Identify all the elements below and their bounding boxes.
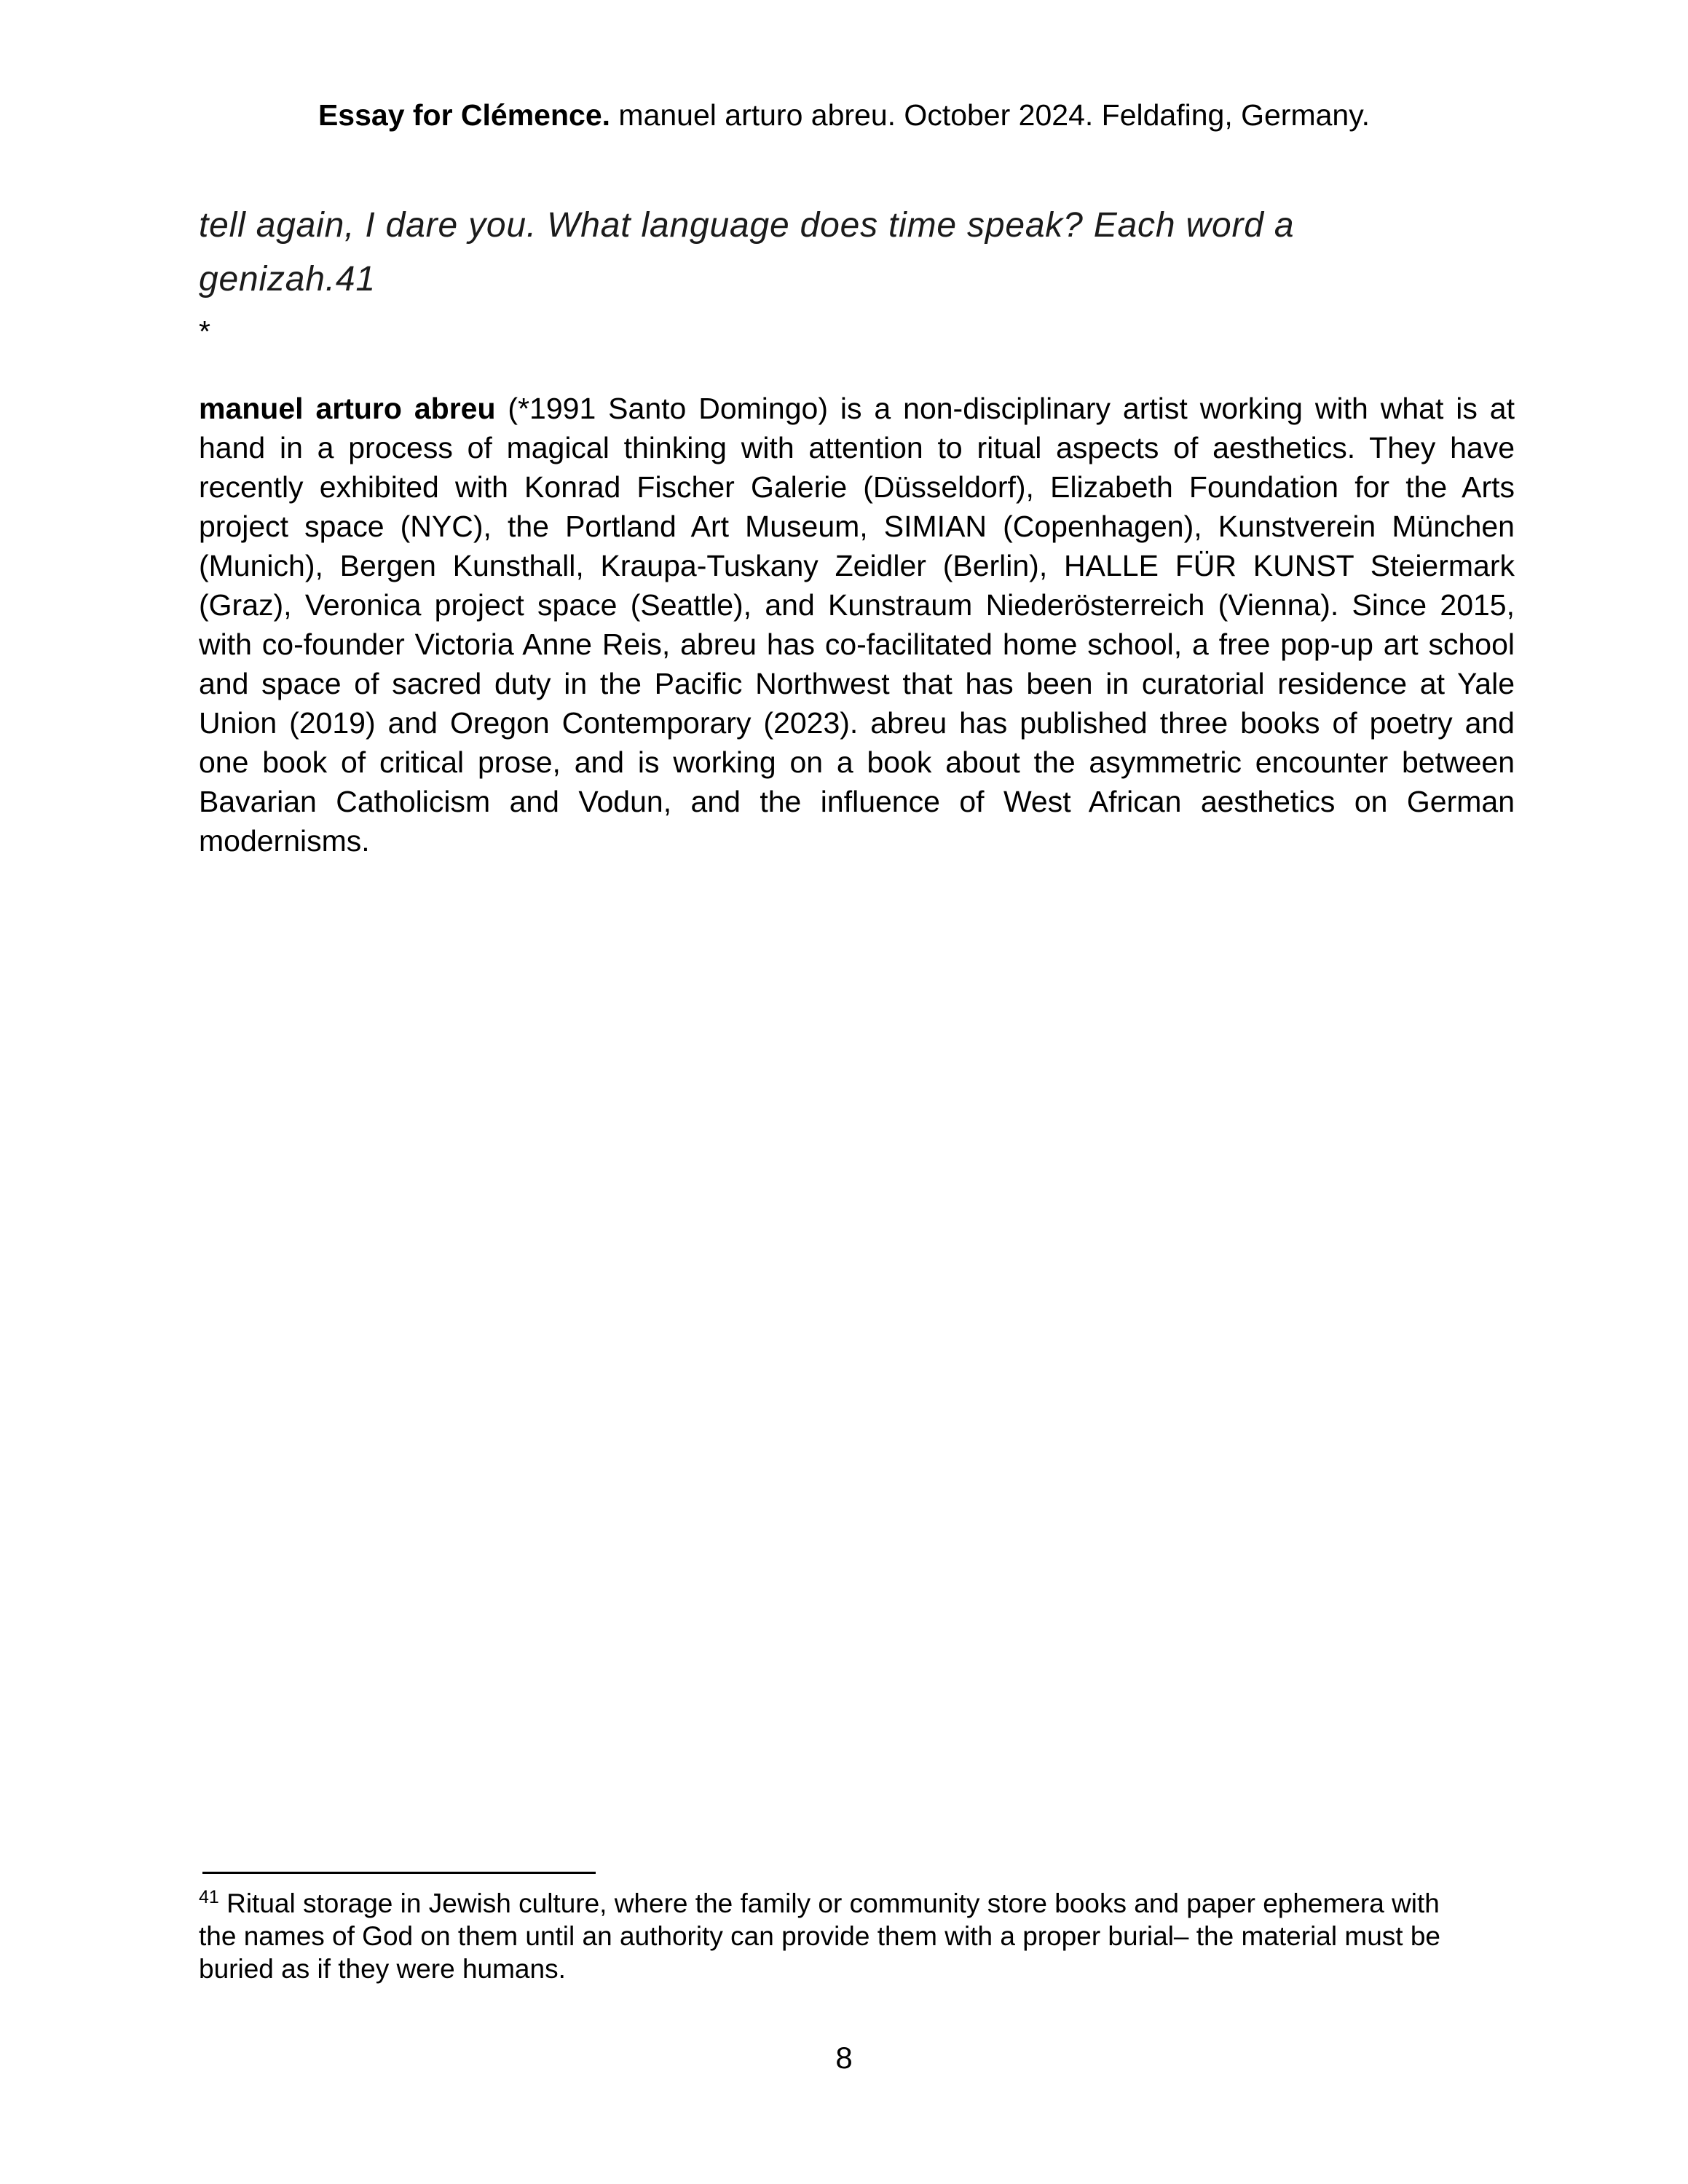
text-line: tell again, I dare you. What language does time speak? Each word a	[199, 206, 1295, 245]
text-line: (Graz), Veronica project space (Seattle), and Kunstraum Niederösterreich (Vienna). Since 2015,	[199, 588, 1515, 622]
text-line: Union (2019) and Oregon Contemporary (2023). abreu has published three books of poetry and	[199, 706, 1515, 740]
footnote	[199, 1887, 1517, 1985]
footnote-ref: 41	[199, 1887, 219, 1907]
bio-paragraph	[199, 389, 1515, 860]
text-line: recently exhibited with Konrad Fischer Galerie (Düsseldorf), Elizabeth Foundation for the Arts	[199, 470, 1515, 504]
page-header	[0, 95, 1688, 135]
text-line: one book of critical prose, and is working on a book about the asymmetric encounter between	[199, 745, 1515, 779]
text-line: manuel arturo abreu (*1991 Santo Domingo) is a non-disciplinary artist working with what is at	[199, 392, 1515, 425]
text-line: (Munich), Bergen Kunsthall, Kraupa-Tuskany Zeidler (Berlin), HALLE FÜR KUNST Steiermark	[199, 549, 1515, 582]
quote-block	[199, 199, 1568, 306]
footnote-divider	[202, 1872, 596, 1874]
text-line: modernisms.	[199, 824, 370, 858]
header-meta: manuel arturo abreu. October 2024. Feldafing, Germany.	[610, 98, 1370, 132]
text-line: with co-founder Victoria Anne Reis, abreu has co-facilitated home school, a free pop-up art school	[199, 628, 1515, 661]
section-break-asterisk: *	[199, 314, 210, 348]
text-line: the names of God on them until an authority can provide them with a proper burial– the material must be	[199, 1921, 1440, 1951]
page-number: 8	[835, 2041, 853, 2075]
text-line: Bavarian Catholicism and Vodun, and the influence of West African aesthetics on German	[199, 785, 1515, 818]
header-title: Essay for Clémence.	[318, 98, 611, 132]
text-line: project space (NYC), the Portland Art Museum, SIMIAN (Copenhagen), Kunstverein München	[199, 510, 1515, 543]
text-line: and space of sacred duty in the Pacific Northwest that has been in curatorial residence at Yale	[199, 667, 1515, 700]
text-line: $^{41}$ Ritual storage in Jewish culture, where the family or community store books and paper ephemera with	[199, 1887, 1440, 1918]
text-line: genizah.41	[199, 260, 376, 298]
text-line: buried as if they were humans.	[199, 1954, 566, 1984]
text-line: hand in a process of magical thinking with attention to ritual aspects of aesthetics. They have	[199, 431, 1515, 464]
bold-text: manuel arturo abreu	[199, 392, 496, 425]
